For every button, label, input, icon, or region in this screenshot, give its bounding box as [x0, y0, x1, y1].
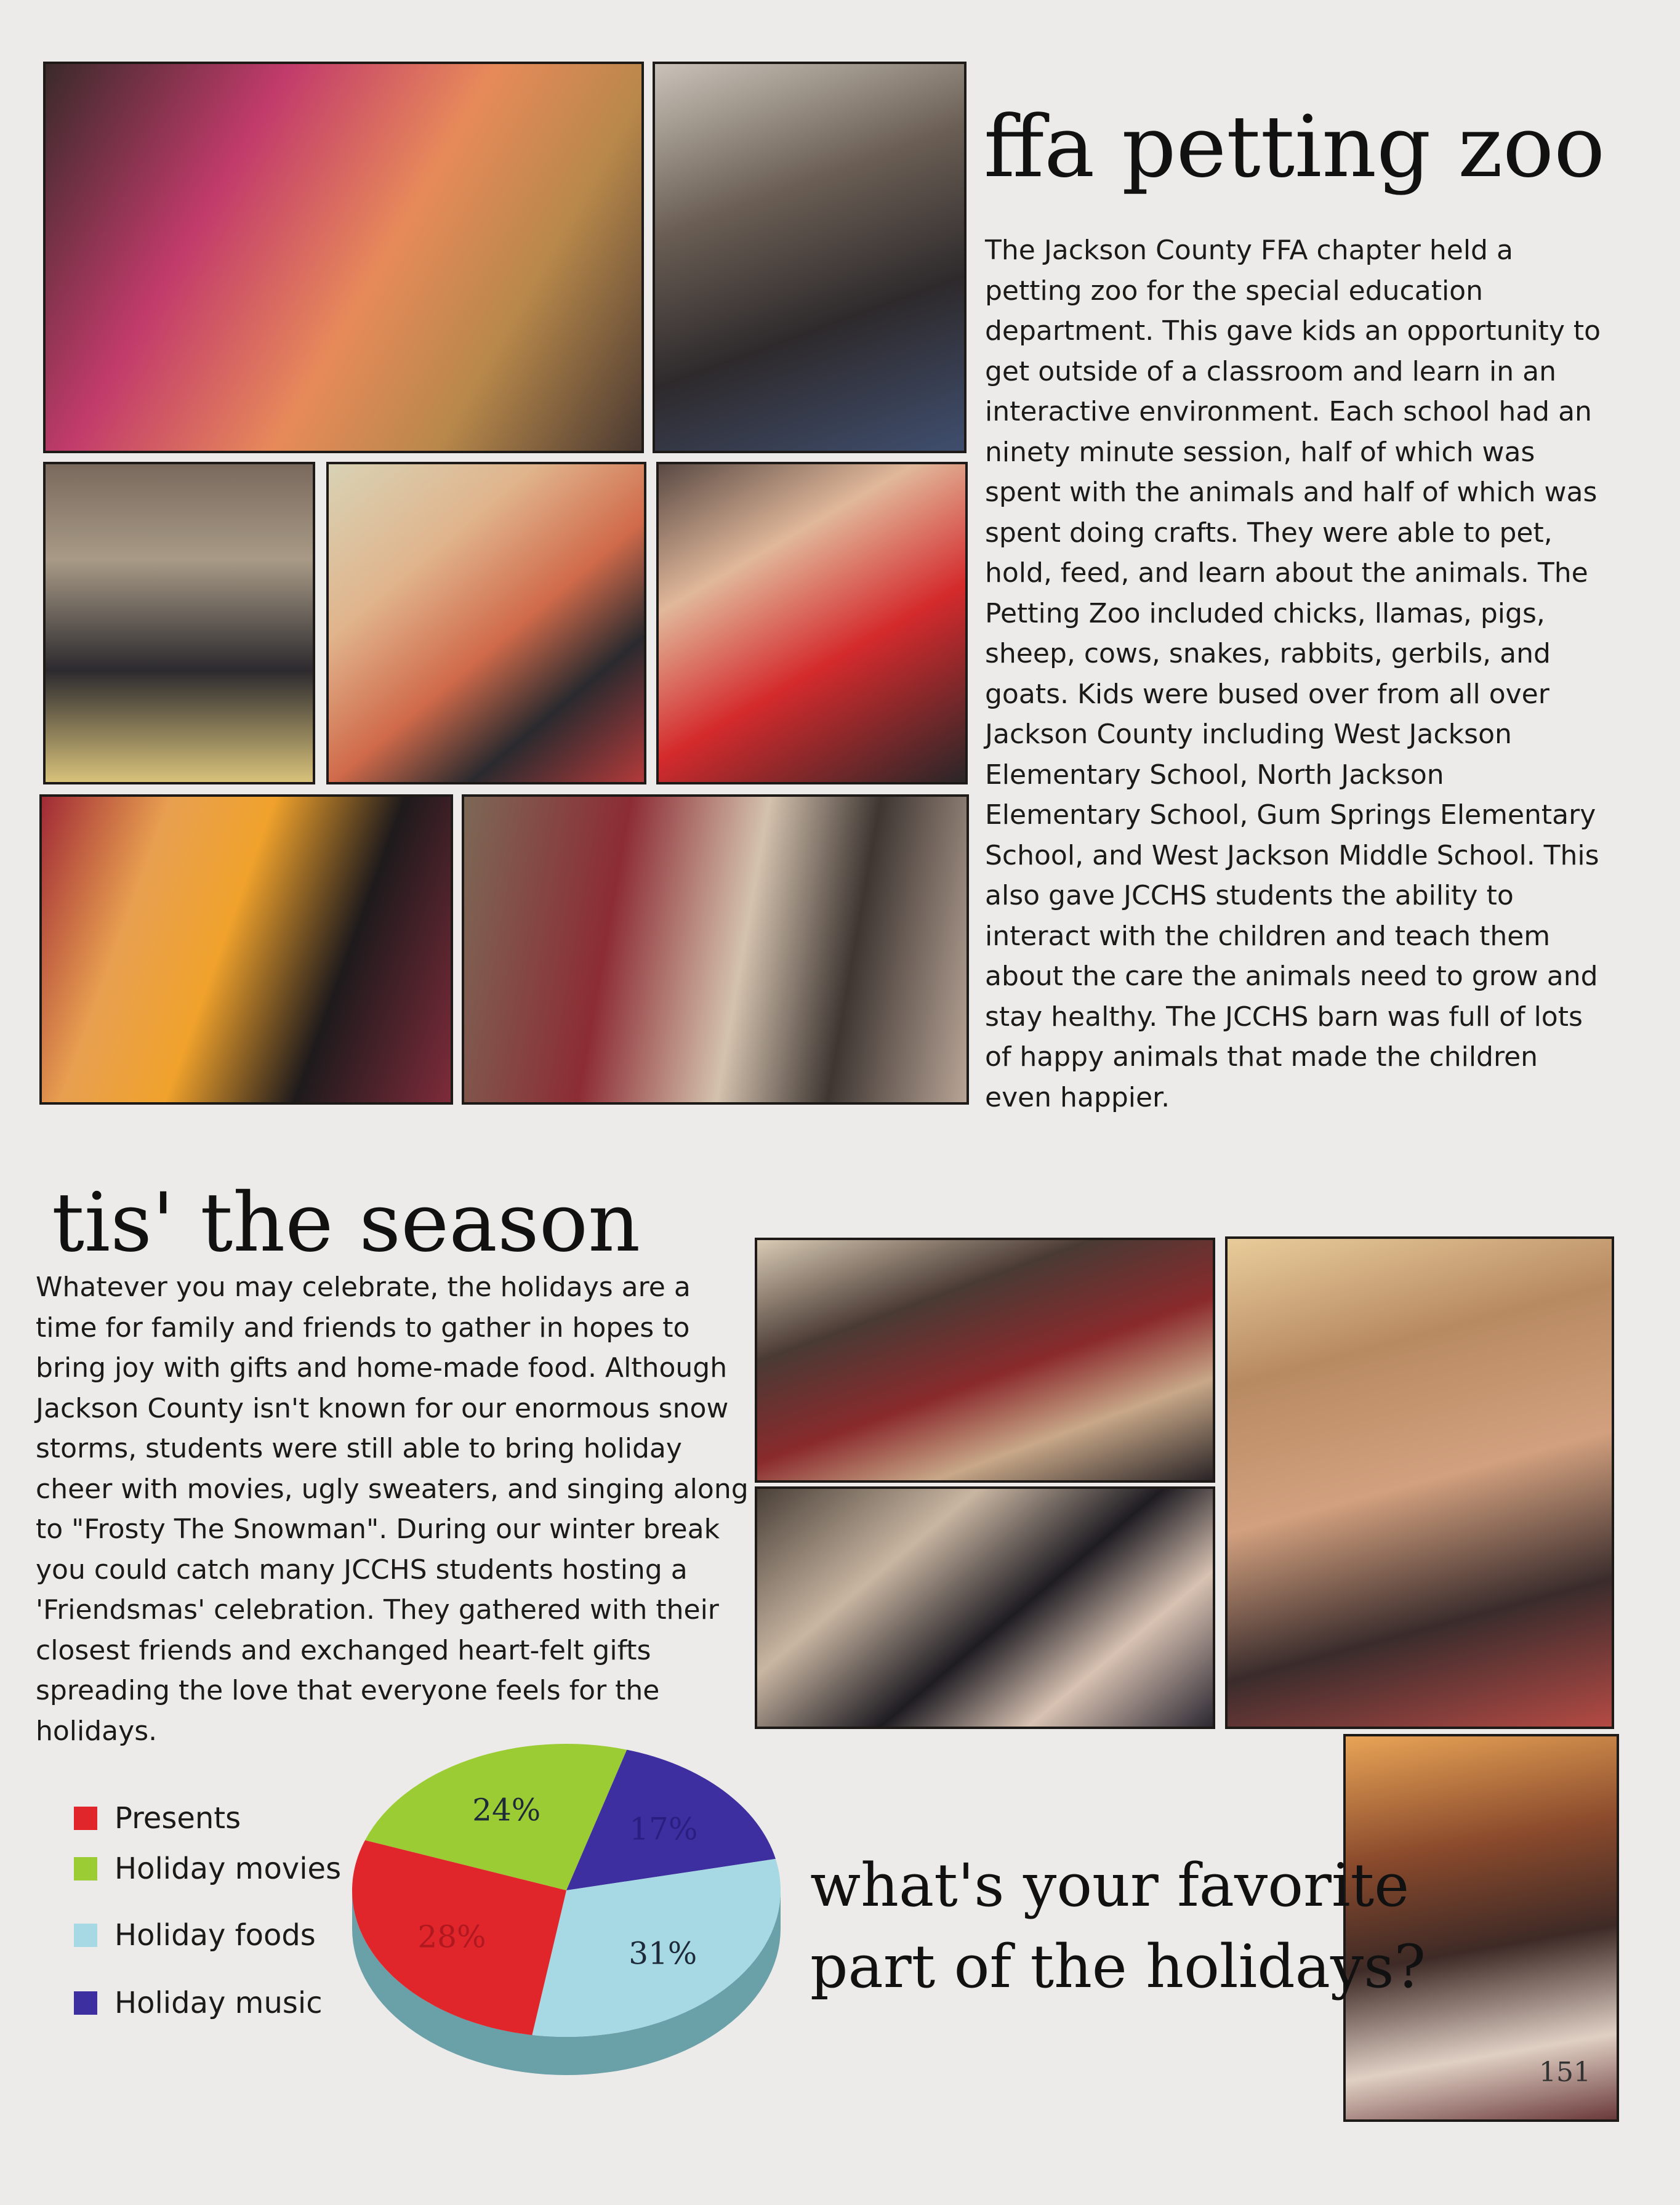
ffa-heading: ffa petting zoo	[984, 97, 1606, 196]
legend-swatch	[74, 1924, 97, 1947]
chart-heading-line-1: what's your favorite	[810, 1851, 1410, 1920]
season-heading: tis' the season	[52, 1175, 641, 1270]
photo-girl-gerbils	[326, 462, 646, 784]
legend-label: Holiday music	[115, 1986, 323, 2020]
holiday-pie-chart	[345, 1743, 788, 2087]
legend-label: Presents	[115, 1801, 241, 1836]
photo-boy-smiling	[653, 62, 967, 453]
ffa-body-text: The Jackson County FFA chapter held a petting zoo for the special education department. This gave kids an opportunity to get outside of a classroom and learn in an interactive environment. Each school had an ninety minute session, half of which was spent with the animals and half of which was spent doing crafts. They were able to pet, hold, feed, and learn about the animals. The Petting Zoo included chicks, llamas, pigs, sheep, cows, snakes, rabbits, gerbils, and goats. Kids were bused over from all over Jackson County including West Jackson Elementary School, North Jackson Elementary School, Gum Springs Elementary School, and West Jackson Middle School. This also gave JCCHS students the ability to interact with the children and teach them about the care the animals need to grow and stay healthy. The JCCHS barn was full of lots of happy animals that made the children even happier.	[985, 235, 1601, 1113]
legend-item	[74, 1986, 323, 2020]
legend-item	[74, 1801, 241, 1836]
legend-label: Holiday movies	[115, 1852, 342, 1886]
legend-swatch	[74, 1857, 97, 1880]
photo-boy-chicks	[43, 462, 315, 784]
pie-data-label: 17%	[629, 1811, 698, 1847]
photo-boy-glasses	[656, 462, 968, 784]
legend-swatch	[74, 1991, 97, 2015]
pie-data-label: 28%	[417, 1919, 486, 1955]
pie-data-label: 24%	[472, 1792, 541, 1828]
season-body-text: Whatever you may celebrate, the holidays are a time for family and friends to gather in hopes to bring joy with gifts and home-made food. Although Jackson County isn't known for our enormous snow storms, students were still able to bring holiday cheer with movies, ugly sweaters, and singing along to "Frosty The Snowman". During our winter break you could catch many JCCHS students hosting a 'Friendsmas' celebration. They gathered with their closest friends and exchanged heart-felt gifts spreading the love that everyone feels for the holidays.	[36, 1272, 749, 1747]
chart-heading	[810, 1845, 1426, 2007]
legend-item	[74, 1918, 316, 1953]
photo-girl-petting-llama	[43, 62, 644, 453]
photo-group-car	[755, 1486, 1215, 1729]
legend-swatch	[74, 1807, 97, 1830]
photo-boy-llamas	[462, 794, 969, 1105]
chart-heading-line-2: part of the holidays?	[810, 1932, 1426, 2001]
pie-data-label: 31%	[629, 1935, 697, 1972]
page-number: 151	[1539, 2057, 1591, 2088]
photo-group-guitar	[755, 1238, 1215, 1483]
legend-label: Holiday foods	[115, 1918, 316, 1953]
photo-group-friends	[1225, 1236, 1614, 1729]
legend-item	[74, 1852, 341, 1886]
photo-child-goat	[39, 794, 453, 1105]
